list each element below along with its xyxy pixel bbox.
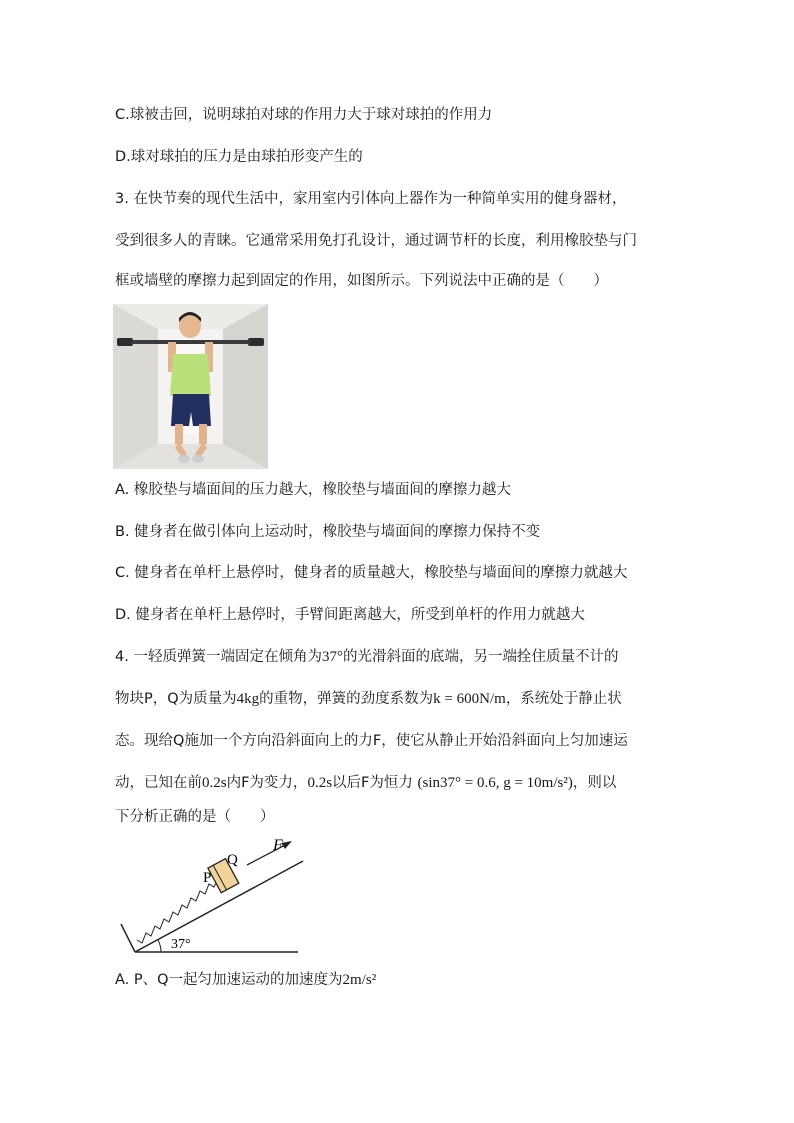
q4-text: ，则以: [572, 775, 617, 791]
q3-option-d: D. 健身者在单杆上悬停时，手臂间距离越大，所受到单杆的作用力就越大: [115, 607, 585, 623]
person-pull-up-photo: [113, 304, 268, 469]
q4-text: 以后F为恒力: [332, 775, 413, 791]
q3-stem-line-1: 3. 在快节奏的现代生活中，家用室内引体向上器作为一种简单实用的健身器材，: [115, 191, 627, 207]
label-p: P: [203, 870, 212, 886]
q3-option-a: A. 橡胶垫与墙面间的压力越大，橡胶垫与墙面间的摩擦力越大: [115, 482, 511, 498]
q4-text: ，系统处于静止状: [505, 691, 622, 707]
label-q: Q: [227, 852, 238, 868]
q4-math-time: 0.2s: [202, 775, 227, 791]
q4-stem-line-1: [115, 647, 618, 667]
label-angle: 37°: [171, 937, 191, 952]
q3-option-b: B. 健身者在做引体向上运动时，橡胶垫与墙面间的摩擦力保持不变: [115, 524, 541, 540]
q4-text: 的重物，弹簧的劲度系数为: [259, 691, 434, 707]
q3-option-c: C. 健身者在单杆上悬停时，健身者的质量越大，橡胶垫与墙面间的摩擦力就越大: [115, 565, 628, 581]
q4-math-accel: 2m/s²: [342, 972, 377, 988]
q4-stem-line-4: [115, 773, 616, 793]
q3-stem-line-3: 框或墙壁的摩擦力起到固定的作用，如图所示。下列说法中正确的是（ ）: [115, 273, 608, 289]
q4-math-k: k = 600N/m: [433, 691, 506, 707]
q4-stem-line-3: 态。现给Q施加一个方向沿斜面向上的力F，使它从静止开始沿斜面向上匀加速运: [115, 733, 628, 749]
q4-math-constants: (sin37° = 0.6, g = 10m/s²): [417, 775, 573, 791]
q2-option-c: C.球被击回，说明球拍对球的作用力大于球对球拍的作用力: [115, 107, 493, 123]
q4-text: 物块P，Q为质量为: [115, 691, 237, 707]
q4-text: 内F为变力，: [226, 775, 308, 791]
q4-text: 4. 一轻质弹簧一端固定在倾角为: [115, 649, 322, 665]
q4-stem-line-5: 下分析正确的是（ ）: [115, 809, 275, 825]
q4-math-angle: 37°: [321, 649, 343, 665]
q4-text: 的光滑斜面的底端，另一端拴住质量不计的: [342, 649, 619, 665]
q4-stem-line-2: [115, 689, 622, 709]
q3-stem-line-2: 受到很多人的青睐。它通常采用免打孔设计，通过调节杆的长度，利用橡胶垫与门: [115, 233, 637, 249]
q4-text: 动，已知在前: [115, 775, 202, 791]
q4-math-mass: 4kg: [236, 691, 260, 707]
q4-math-time: 0.2s: [307, 775, 333, 791]
q4-option-a: [115, 970, 376, 990]
q4-text: A. P、Q一起匀加速运动的加速度为: [115, 972, 343, 988]
incline-spring-diagram: [113, 832, 308, 960]
q2-option-d: D.球对球拍的压力是由球拍形变产生的: [115, 149, 363, 165]
label-f: F: [273, 837, 283, 854]
